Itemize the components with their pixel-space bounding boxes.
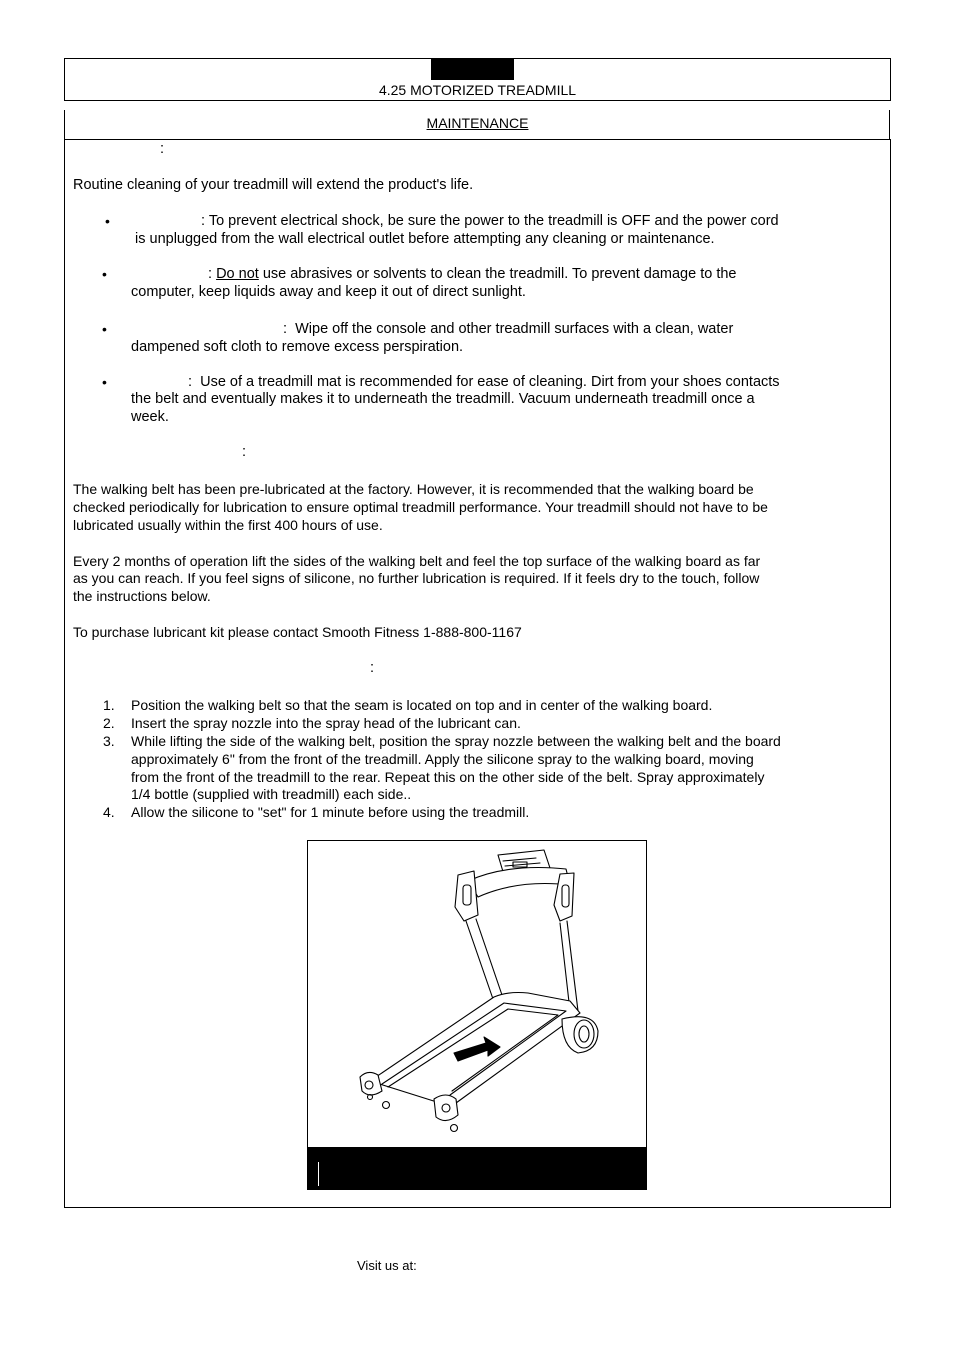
bullet-1-colon: : — [201, 213, 206, 229]
bullet-4-colon: : — [188, 374, 193, 390]
instructions-heading-colon: : — [370, 660, 375, 676]
lubrication-para-2-line-2: as you can reach. If you feel signs of silicone, no further lubrication is required. If it feels dry to the touch, follow — [73, 570, 760, 586]
step-1-line-1: Position the walking belt so that the seam is located on top and in center of the walking board. — [131, 697, 713, 713]
bullet-2-emphasis: Do not — [216, 266, 259, 282]
footer-visit: Visit us at: — [357, 1258, 417, 1273]
bullet-2-line-1 — [208, 266, 737, 284]
step-number: 1. — [103, 697, 115, 713]
bullet-1-line-2: is unplugged from the wall electrical outlet before attempting any cleaning or maintenance. — [135, 231, 715, 247]
lubrication-para-2-line-1: Every 2 months of operation lift the sides of the walking belt and feel the top surface of the walking board as far — [73, 553, 761, 569]
bullet-3-colon: : — [283, 321, 288, 337]
step-number: 2. — [103, 715, 115, 731]
treadmill-figure — [307, 840, 647, 1190]
cleaning-intro: Routine cleaning of your treadmill will extend the product's life. — [73, 177, 474, 193]
bullet-4-line-1 — [188, 374, 780, 392]
bullet-marker: • — [102, 266, 107, 282]
step-2-line-1: Insert the spray nozzle into the spray head of the lubricant can. — [131, 715, 521, 731]
header-black-label — [431, 59, 514, 80]
bullet-1-line-1 — [201, 213, 779, 231]
lubricant-contact: To purchase lubricant kit please contact Smooth Fitness 1-888-800-1167 — [73, 624, 522, 640]
figure-caption-bar — [308, 1147, 646, 1189]
bullet-2-colon: : — [208, 266, 213, 282]
bullet-4-text: Use of a treadmill mat is recommended for ease of cleaning. Dirt from your shoes contacts — [200, 374, 780, 390]
bullet-3-line-1 — [283, 321, 733, 339]
bullet-3-text: Wipe off the console and other treadmill surfaces with a clean, water — [295, 321, 734, 337]
step-3-line-1: While lifting the side of the walking belt, position the spray nozzle between the walking belt and the board — [131, 733, 781, 749]
bullet-4-line-3: week. — [131, 409, 169, 425]
step-3-line-3: from the front of the treadmill to the rear. Repeat this on the other side of the belt. Spray approximately — [131, 769, 765, 785]
step-4-line-1: Allow the silicone to "set" for 1 minute before using the treadmill. — [131, 804, 530, 820]
figure-caption-cursor — [318, 1162, 319, 1186]
section-title: MAINTENANCE — [426, 115, 529, 131]
bullet-3-line-2: dampened soft cloth to remove excess perspiration. — [131, 339, 464, 355]
bullet-4-line-2: the belt and eventually makes it to underneath the treadmill. Vacuum underneath treadmill once a — [131, 391, 755, 407]
cleaning-heading-colon: : — [160, 141, 165, 157]
treadmill-illustration — [308, 841, 646, 1147]
lubrication-para-1-line-3: lubricated usually within the first 400 hours of use. — [73, 517, 383, 533]
step-number: 4. — [103, 804, 115, 820]
document-title: 4.25 MOTORIZED TREADMILL — [378, 82, 577, 98]
bullet-1-text: To prevent electrical shock, be sure the power to the treadmill is OFF and the power cord — [208, 213, 779, 229]
lubrication-para-2-line-3: the instructions below. — [73, 588, 211, 604]
step-3-line-2: approximately 6" from the front of the treadmill. Apply the silicone spray to the walking board, moving — [131, 751, 754, 767]
bullet-marker: • — [105, 213, 110, 229]
lubrication-heading-colon: : — [242, 444, 247, 460]
bullet-marker: • — [102, 321, 107, 337]
bullet-2-line-2: computer, keep liquids away and keep it out of direct sunlight. — [131, 284, 526, 300]
lubrication-para-1-line-2: checked periodically for lubrication to ensure optimal treadmill performance. Your treadmill should not have to be — [73, 499, 768, 515]
step-number: 3. — [103, 733, 115, 749]
step-3-line-4: 1/4 bottle (supplied with treadmill) each side.. — [131, 786, 412, 802]
bullet-marker: • — [102, 374, 107, 390]
bullet-2-text: use abrasives or solvents to clean the treadmill. To prevent damage to the — [258, 266, 737, 282]
lubrication-para-1-line-1: The walking belt has been pre-lubricated at the factory. However, it is recommended that the walking board be — [73, 481, 754, 497]
